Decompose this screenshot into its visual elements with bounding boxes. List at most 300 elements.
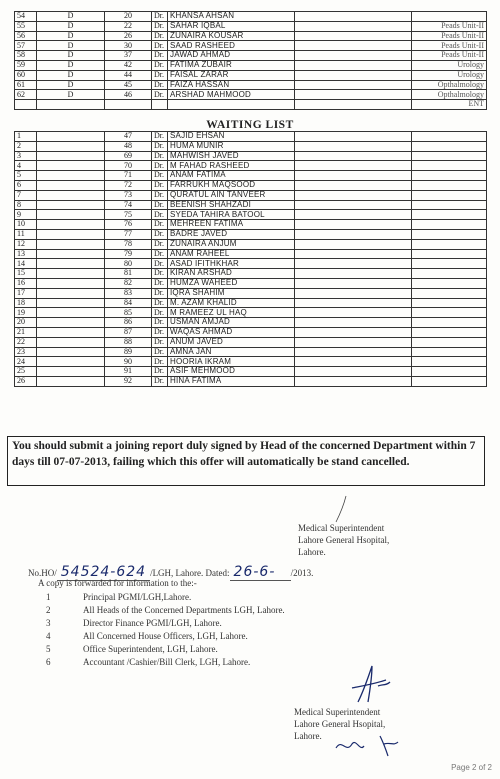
signature-block-1 [298,522,389,558]
serial-number: 1 [15,132,37,142]
table-row [15,278,487,288]
doctor-name: QURATUL AIN TANVEER [168,190,295,200]
blank-cell [295,12,412,22]
serial-number: 61 [15,80,37,90]
doctor-name: SYEDA TAHIRA BATOOL [168,210,295,220]
copy-forward-list [46,591,285,669]
blank-cell [295,249,412,259]
serial-number: 17 [15,288,37,298]
merit-number: 82 [105,278,152,288]
doctor-name: FARRUKH MAQSOOD [168,180,295,190]
blank-cell [295,298,412,308]
table-row [15,21,487,31]
table-row [15,367,487,377]
merit-number: 85 [105,308,152,318]
merit-number: 73 [105,190,152,200]
merit-number: 42 [105,60,152,70]
merit-number: 90 [105,357,152,367]
list-item-number: 6 [46,657,51,667]
blank-cell [412,151,487,161]
blank-cell [37,337,105,347]
blank-cell [412,200,487,210]
unit-name: Peads Unit-II [412,31,487,41]
signature-city: Lahore. [294,731,322,741]
blank-cell [412,278,487,288]
category: D [37,90,105,100]
blank-cell [295,347,412,357]
blank-cell [37,367,105,377]
list-item-number: 4 [46,631,51,641]
serial-number: 18 [15,298,37,308]
blank-cell [295,269,412,279]
serial-number: 54 [15,12,37,22]
list-item [46,617,285,630]
copy-intro: A copy is forwarded for information to the:- [38,578,197,588]
blank-cell [412,259,487,269]
title-prefix: Dr. [152,249,168,259]
blank-cell [295,190,412,200]
table-row [15,161,487,171]
blank-cell [295,161,412,171]
blank-cell [37,259,105,269]
blank-cell [295,357,412,367]
blank-cell [295,288,412,298]
serial-number: 55 [15,21,37,31]
blank-cell [412,210,487,220]
title-prefix: Dr. [152,298,168,308]
category: D [37,80,105,90]
blank-cell [412,269,487,279]
doctor-name: USMAN AMJAD [168,318,295,328]
title-prefix: Dr. [152,278,168,288]
category: D [37,60,105,70]
merit-number: 83 [105,288,152,298]
doctor-name: ASIF MEHMOOD [168,367,295,377]
blank-cell [412,357,487,367]
signature-hospital: Lahore General Hsopital, [298,535,390,545]
blank-cell [37,220,105,230]
blank-cell [412,347,487,357]
blank-cell [295,171,412,181]
title-prefix: Dr. [152,80,168,90]
title-prefix: Dr. [152,376,168,386]
blank-cell [295,41,412,51]
blank-cell [37,161,105,171]
merit-number: 37 [105,51,152,61]
table-row [15,141,487,151]
blank-cell [295,327,412,337]
blank-cell [295,239,412,249]
serial-number: 12 [15,239,37,249]
title-prefix: Dr. [152,347,168,357]
title-prefix: Dr. [152,51,168,61]
title-prefix: Dr. [152,161,168,171]
blank-cell [412,141,487,151]
title-prefix: Dr. [152,21,168,31]
title-prefix: Dr. [152,239,168,249]
table-row [15,100,487,110]
serial-number: 21 [15,327,37,337]
blank-cell [412,239,487,249]
list-item-text: All Concerned House Officers, LGH, Lahore. [83,631,248,641]
doctor-name: SAAD RASHEED [168,41,295,51]
title-prefix: Dr. [152,220,168,230]
title-prefix: Dr. [152,171,168,181]
blank-cell [412,367,487,377]
serial-number: 62 [15,90,37,100]
merit-number: 79 [105,249,152,259]
doctor-name: MEHREEN FATIMA [168,220,295,230]
blank-cell [37,278,105,288]
unit-name: Urology [412,70,487,80]
table-row [15,298,487,308]
blank-cell [412,190,487,200]
blank-cell [37,298,105,308]
merit-number: 88 [105,337,152,347]
serial-number: 14 [15,259,37,269]
title-prefix: Dr. [152,132,168,142]
title-prefix: Dr. [152,60,168,70]
blank-cell [295,60,412,70]
doctor-name [168,100,295,110]
list-item-number: 5 [46,644,51,654]
blank-cell [412,220,487,230]
reference-date: 26-6- [233,564,276,580]
unit-name [412,12,487,22]
blank-cell [37,288,105,298]
doctor-name: M RAMEEZ UL HAQ [168,308,295,318]
serial-number: 16 [15,278,37,288]
blank-cell [412,308,487,318]
title-prefix: Dr. [152,190,168,200]
serial-number: 13 [15,249,37,259]
blank-cell [295,21,412,31]
doctor-name: HUMA MUNIR [168,141,295,151]
merit-number: 46 [105,90,152,100]
doctor-name: KHANSA AHSAN [168,12,295,22]
blank-cell [295,100,412,110]
list-item-text: All Heads of the Concerned Departments LGH, Lahore. [83,605,285,615]
list-item [46,643,285,656]
blank-cell [37,318,105,328]
doctor-name: MAHWISH JAVED [168,151,295,161]
table-row [15,51,487,61]
serial-number: 58 [15,51,37,61]
title-prefix: Dr. [152,31,168,41]
table-row [15,210,487,220]
table-row [15,171,487,181]
merit-number: 77 [105,229,152,239]
table-row [15,90,487,100]
blank-cell [295,308,412,318]
table-row [15,190,487,200]
list-item-text: Accountant /Cashier/Bill Clerk, LGH, Lahore. [83,657,251,667]
serial-number: 25 [15,367,37,377]
table-row [15,318,487,328]
blank-cell [37,376,105,386]
merit-number: 70 [105,161,152,171]
table-row [15,327,487,337]
doctor-name: ANAM FATIMA [168,171,295,181]
merit-number: 20 [105,12,152,22]
blank-cell [37,347,105,357]
merit-number: 80 [105,259,152,269]
title-prefix: Dr. [152,229,168,239]
merit-number: 26 [105,31,152,41]
serial-number: 20 [15,318,37,328]
table-row [15,200,487,210]
title-prefix: Dr. [152,210,168,220]
blank-cell [37,132,105,142]
category: D [37,70,105,80]
merit-number: 69 [105,151,152,161]
doctor-name: M. AZAM KHALID [168,298,295,308]
blank-cell [37,308,105,318]
blank-cell [37,249,105,259]
doctor-name: ASAD IFITHKHAR [168,259,295,269]
blank-cell [37,327,105,337]
blank-cell [37,151,105,161]
blank-cell [295,51,412,61]
signature-title: Medical Superintendent [298,523,385,533]
blank-cell [412,376,487,386]
title-prefix: Dr. [152,288,168,298]
blank-cell [295,141,412,151]
merit-number: 71 [105,171,152,181]
table-row [15,229,487,239]
merit-number: 45 [105,80,152,90]
assignment-table [14,11,487,110]
merit-number: 87 [105,327,152,337]
table-row [15,347,487,357]
blank-cell [412,337,487,347]
merit-number: 44 [105,70,152,80]
doctor-name: FAISAL ZARAR [168,70,295,80]
serial-number: 8 [15,200,37,210]
doctor-name: HOORIA IKRAM [168,357,295,367]
joining-notice: You should submit a joining report duly signed by Head of the concerned Department within 7 days till 07-07-2013, failing which this offer will automatically be stand cancelled. [7,436,485,486]
blank-cell [295,318,412,328]
merit-number: 91 [105,367,152,377]
blank-cell [295,367,412,377]
blank-cell [412,249,487,259]
reference-number: 54524-624 [60,564,147,580]
serial-number: 7 [15,190,37,200]
signature-hospital: Lahore General Hsopital, [294,719,386,729]
title-prefix: Dr. [152,12,168,22]
blank-cell [37,171,105,181]
doctor-name: M FAHAD RASHEED [168,161,295,171]
title-prefix: Dr. [152,357,168,367]
blank-cell [412,180,487,190]
list-item-number: 3 [46,618,51,628]
table-row [15,259,487,269]
doctor-name: WAQAS AHMAD [168,327,295,337]
merit-number: 75 [105,210,152,220]
table-row [15,151,487,161]
list-item [46,656,285,669]
signature-title: Medical Superintendent [294,707,381,717]
serial-number: 23 [15,347,37,357]
merit-number: 22 [105,21,152,31]
doctor-name: HUMZA WAHEED [168,278,295,288]
blank-cell [295,337,412,347]
list-item [46,630,285,643]
blank-cell [37,269,105,279]
doctor-name: FATIMA ZUBAIR [168,60,295,70]
blank-cell [412,298,487,308]
unit-name: Opthalmology [412,80,487,90]
list-item-text: Office Superintendent, LGH, Lahore. [83,644,218,654]
merit-number: 81 [105,269,152,279]
title-prefix: Dr. [152,70,168,80]
serial-number: 59 [15,60,37,70]
list-item [46,604,285,617]
doctor-name: ANUM JAVED [168,337,295,347]
blank-cell [295,210,412,220]
merit-number: 48 [105,141,152,151]
list-item-number: 2 [46,605,51,615]
title-prefix: Dr. [152,269,168,279]
serial-number [15,100,37,110]
serial-number: 3 [15,151,37,161]
table-row [15,376,487,386]
waiting-list-table [14,131,487,387]
serial-number: 9 [15,210,37,220]
list-item [46,591,285,604]
serial-number: 56 [15,31,37,41]
serial-number: 2 [15,141,37,151]
category [37,100,105,110]
reference-suffix: /2013. [290,568,314,578]
blank-cell [295,132,412,142]
blank-cell [295,70,412,80]
waiting-list-title: WAITING LIST [206,119,294,131]
merit-number: 76 [105,220,152,230]
title-prefix: Dr. [152,259,168,269]
unit-name: Peads Unit-II [412,41,487,51]
table-row [15,60,487,70]
table-row [15,249,487,259]
merit-number: 89 [105,347,152,357]
list-item-number: 1 [46,592,51,602]
title-prefix [152,100,168,110]
doctor-name: SAHAR IQBAL [168,21,295,31]
title-prefix: Dr. [152,327,168,337]
unit-name: Peads Unit-II [412,51,487,61]
table-row [15,70,487,80]
doctor-name: FAIZA HASSAN [168,80,295,90]
title-prefix: Dr. [152,151,168,161]
unit-name: Urology [412,60,487,70]
category: D [37,12,105,22]
table-row [15,12,487,22]
blank-cell [412,288,487,298]
blank-cell [295,90,412,100]
blank-cell [37,210,105,220]
list-item-text: Director Finance PGMI/LGH, Lahore. [83,618,222,628]
doctor-name: JAWAD AHMAD [168,51,295,61]
title-prefix: Dr. [152,200,168,210]
doctor-name: ANAM RAHEEL [168,249,295,259]
merit-number [105,100,152,110]
merit-number: 47 [105,132,152,142]
reference-mid: /LGH, Lahore. Dated: [150,568,230,578]
serial-number: 4 [15,161,37,171]
title-prefix: Dr. [152,367,168,377]
merit-number: 86 [105,318,152,328]
serial-number: 10 [15,220,37,230]
doctor-name: ARSHAD MAHMOOD [168,90,295,100]
blank-cell [412,318,487,328]
merit-number: 30 [105,41,152,51]
category: D [37,51,105,61]
blank-cell [412,161,487,171]
merit-number: 92 [105,376,152,386]
blank-cell [37,200,105,210]
title-prefix: Dr. [152,90,168,100]
blank-cell [37,229,105,239]
unit-name: Opthalmology [412,90,487,100]
category: D [37,41,105,51]
unit-name: ENT [412,100,487,110]
blank-cell [295,220,412,230]
serial-number: 11 [15,229,37,239]
doctor-name: IQRA SHAHIM [168,288,295,298]
blank-cell [295,376,412,386]
handwritten-initials [332,732,412,762]
blank-cell [412,132,487,142]
doctor-name: HINA FATIMA [168,376,295,386]
table-row [15,80,487,90]
blank-cell [37,190,105,200]
table-row [15,357,487,367]
serial-number: 57 [15,41,37,51]
title-prefix: Dr. [152,337,168,347]
signature-mark-2 [338,662,398,710]
doctor-name: BEENISH SHAHZADI [168,200,295,210]
blank-cell [295,151,412,161]
blank-cell [412,229,487,239]
table-row [15,239,487,249]
doctor-name: AMNA JAN [168,347,295,357]
serial-number: 24 [15,357,37,367]
category: D [37,31,105,41]
blank-cell [37,357,105,367]
merit-number: 78 [105,239,152,249]
merit-number: 72 [105,180,152,190]
blank-cell [295,278,412,288]
serial-number: 5 [15,171,37,181]
blank-cell [295,180,412,190]
doctor-name: KIRAN ARSHAD [168,269,295,279]
blank-cell [37,239,105,249]
serial-number: 19 [15,308,37,318]
table-row [15,269,487,279]
table-row [15,132,487,142]
serial-number: 60 [15,70,37,80]
title-prefix: Dr. [152,308,168,318]
table-row [15,337,487,347]
blank-cell [295,259,412,269]
unit-name: Peads Unit-II [412,21,487,31]
doctor-name: SAJID EHSAN [168,132,295,142]
table-row [15,41,487,51]
blank-cell [295,229,412,239]
doctor-name: BADRE JAVED [168,229,295,239]
blank-cell [37,180,105,190]
blank-cell [295,80,412,90]
